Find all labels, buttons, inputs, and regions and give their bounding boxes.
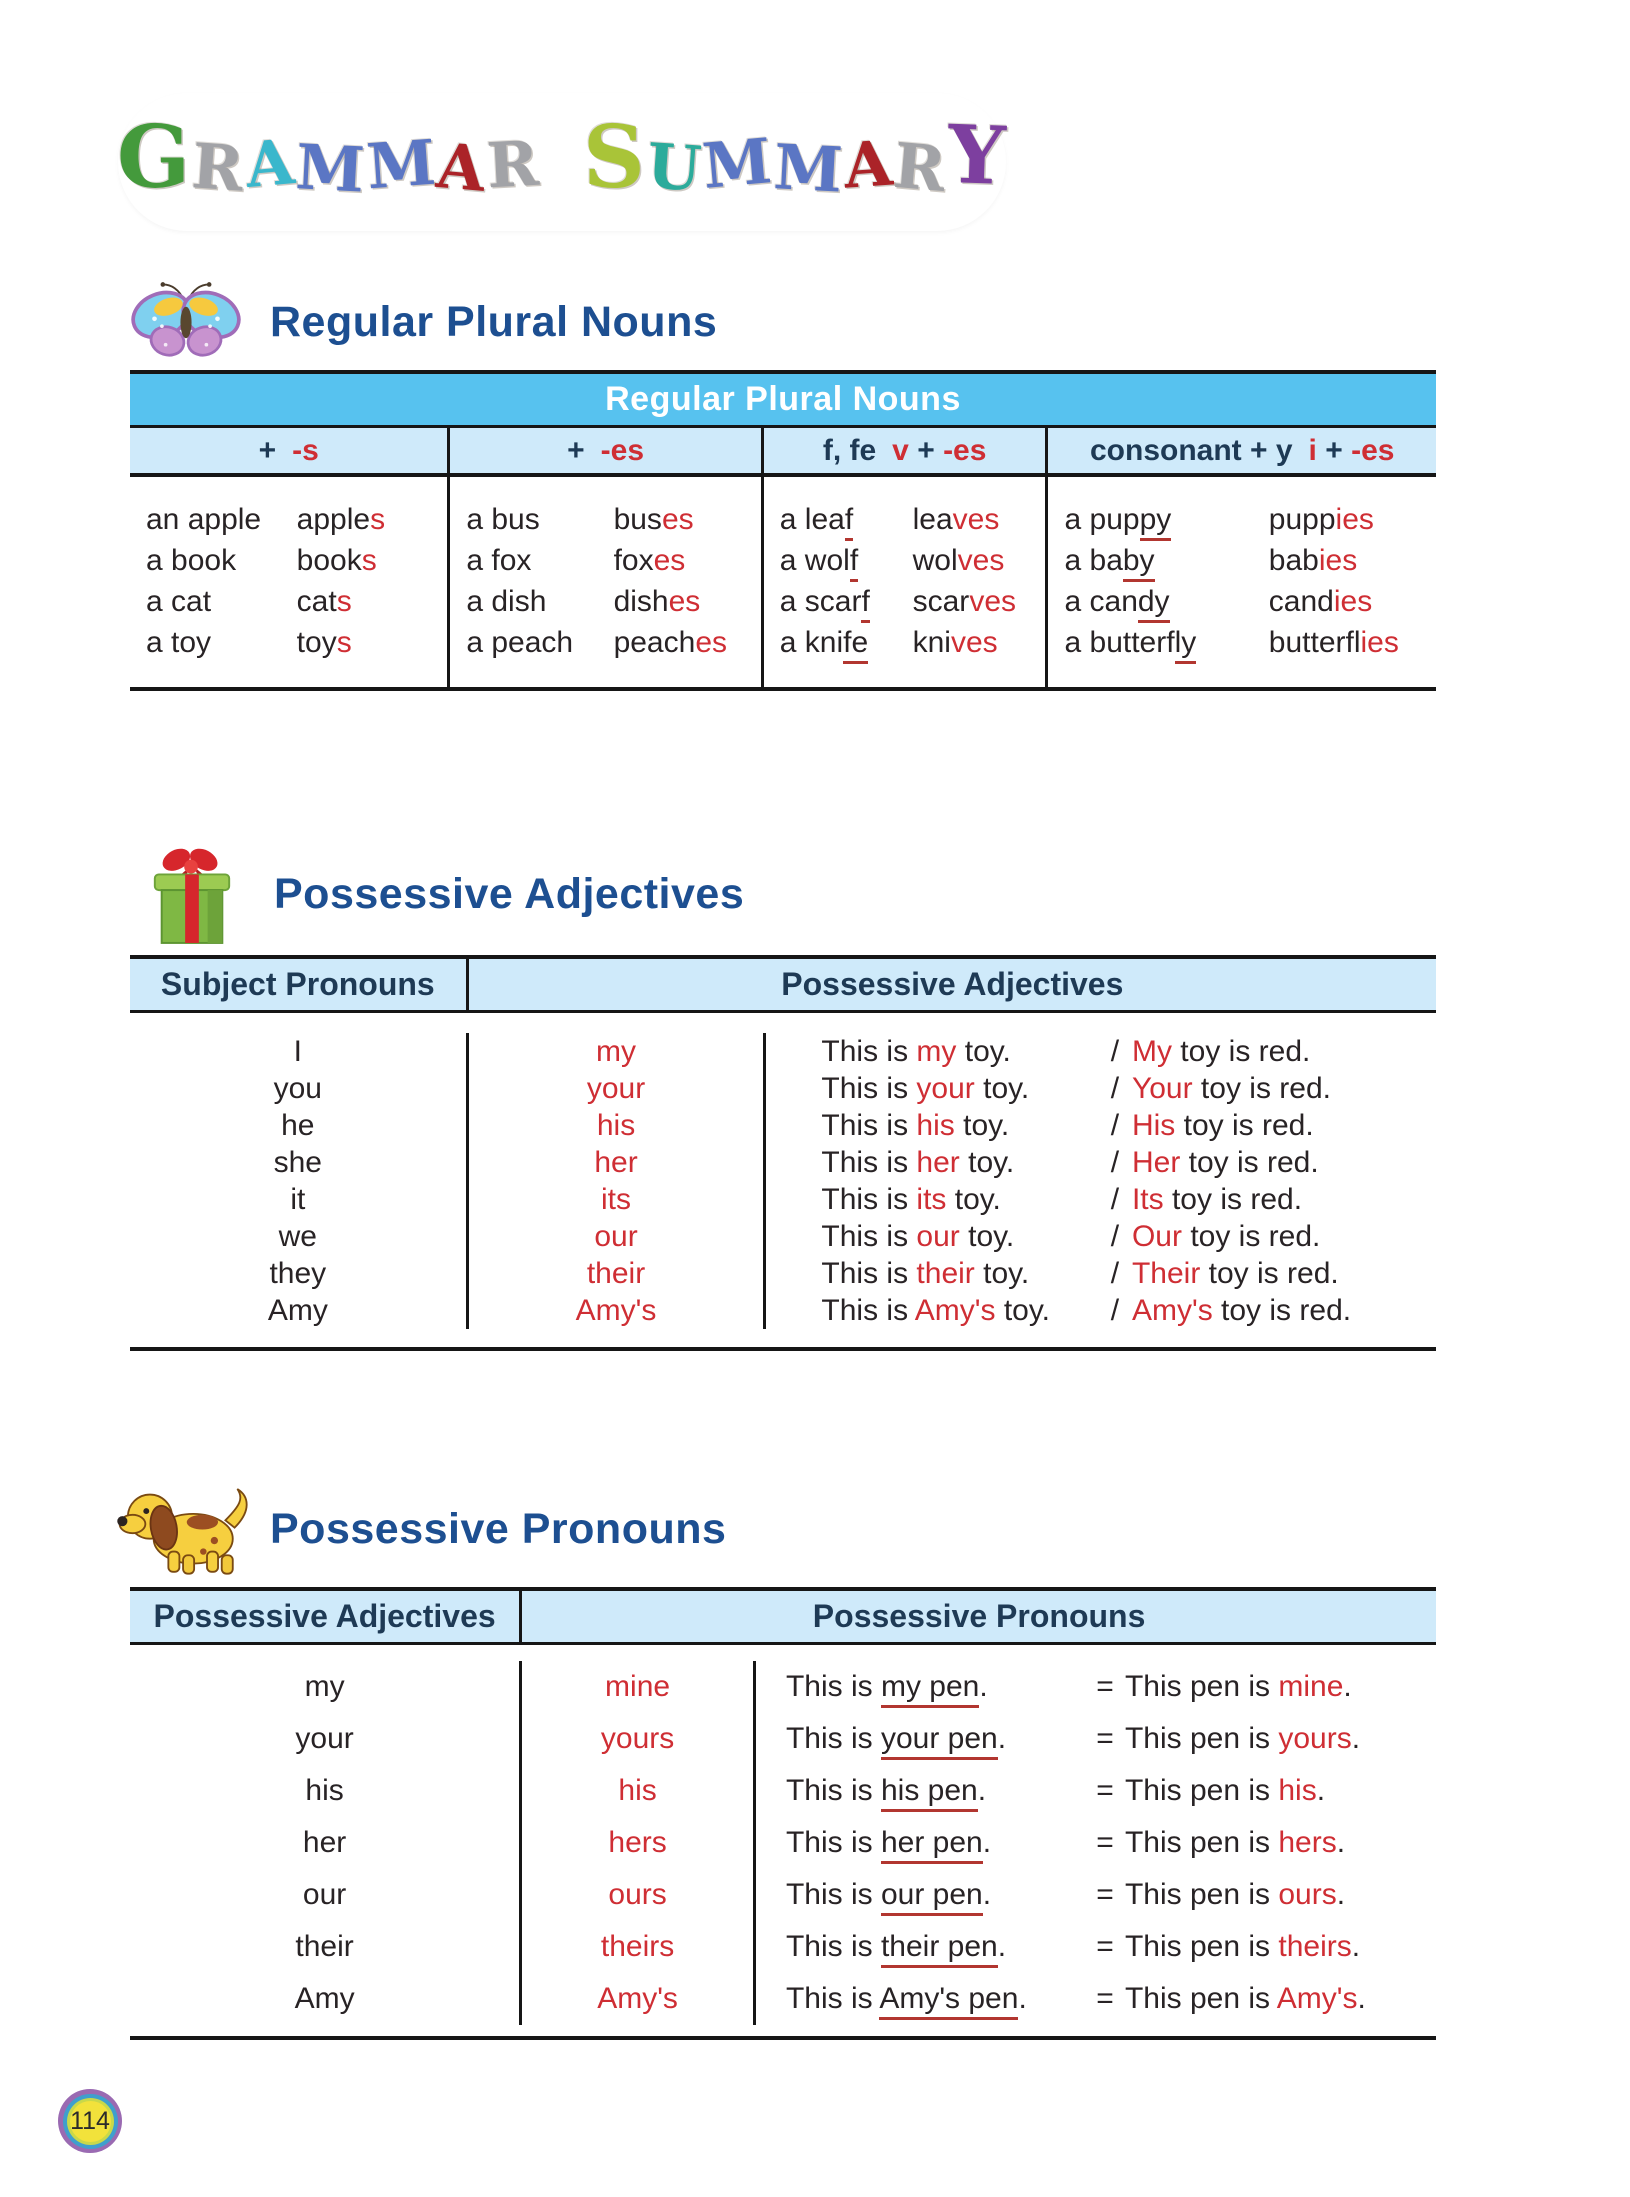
example-sentence: This pen is yours. (1124, 1722, 1361, 1755)
plural-noun: toys (296, 626, 352, 659)
example-sentence: This is my toy. (821, 1035, 1011, 1068)
example-sentence: Its toy is red. (1131, 1183, 1303, 1216)
example-sentence: This is our toy. (821, 1220, 1015, 1253)
pronoun-cell: I (293, 1035, 302, 1068)
pronoun-cell: her (302, 1826, 347, 1859)
table-column-headers (130, 428, 1436, 477)
table-column-headers (130, 955, 1436, 1013)
example-sentence: This is her pen. (786, 1817, 1085, 1869)
example-row (821, 1107, 1436, 1144)
singular-noun: a peach (466, 626, 574, 659)
butterfly-icon (130, 278, 242, 366)
example-row (821, 1255, 1436, 1292)
example-sentences-column (753, 1661, 1436, 2025)
example-sentence: This is their pen. (786, 1921, 1085, 1973)
possessive-cell: our (594, 1220, 638, 1253)
column-header: Subject Pronouns (160, 966, 435, 1002)
singular-noun: a puppy (1064, 499, 1268, 540)
example-row (786, 1921, 1436, 1973)
example-row (821, 1218, 1436, 1255)
example-sentence: This is her toy. (821, 1146, 1015, 1179)
example-sentences-column (763, 1033, 1436, 1329)
pronoun-cell: their (295, 1930, 354, 1963)
column-header: + -es (447, 428, 760, 473)
possessive-cell: his (596, 1109, 636, 1142)
noun-pair (466, 622, 760, 663)
title-letter: M (771, 130, 847, 207)
example-row (821, 1292, 1436, 1329)
plural-noun: books (296, 544, 377, 577)
singular-noun: a baby (1064, 540, 1268, 581)
column-header: f, fe v + -es (761, 428, 1046, 473)
noun-pair (146, 499, 447, 540)
separator: / (1110, 1072, 1120, 1105)
example-sentence: This pen is theirs. (1124, 1930, 1361, 1963)
possessive-pronouns-column (519, 1661, 753, 2025)
table-body (130, 1645, 1436, 2040)
separator: = (1096, 1826, 1114, 1859)
example-sentence: This is his pen. (786, 1765, 1085, 1817)
gift-icon (146, 839, 238, 951)
example-sentence: This pen is Amy's. (1124, 1982, 1366, 2015)
example-sentence: This is his toy. (821, 1109, 1010, 1142)
section-header (130, 838, 1436, 951)
subject-pronouns-column (130, 1033, 466, 1329)
plural-noun: leaves (912, 503, 1000, 536)
noun-pair (780, 499, 1046, 540)
pronoun-cell: Amy (294, 1982, 355, 2015)
title-letter: A (434, 128, 491, 207)
singular-noun: a butterfly (1064, 622, 1268, 663)
badge-ring (63, 2094, 118, 2149)
singular-noun: a bus (466, 503, 540, 536)
plural-noun: wolves (912, 544, 1005, 577)
noun-pair (146, 622, 447, 663)
example-sentence: This is their toy. (821, 1257, 1030, 1290)
possessive-adjectives-column (466, 1033, 764, 1329)
possessive-cell: my (596, 1035, 637, 1068)
table-column-headers (130, 1587, 1436, 1645)
title-letter: S (582, 107, 648, 208)
section-possessive-adjectives (130, 838, 1436, 1351)
separator: = (1096, 1670, 1114, 1703)
example-row (821, 1181, 1436, 1218)
table-body (130, 1013, 1436, 1351)
column-header: + -s (258, 433, 319, 467)
pronoun-cell: they (269, 1257, 327, 1290)
example-row (786, 1869, 1436, 1921)
possessive-cell: Amy's (597, 1982, 678, 2015)
noun-pair (1064, 622, 1435, 663)
noun-pair (1064, 499, 1435, 540)
example-sentence: This is our pen. (786, 1869, 1085, 1921)
possessive-cell: theirs (600, 1930, 675, 1963)
page-number-badge (58, 2089, 122, 2153)
noun-pair (466, 581, 760, 622)
singular-noun: a knife (780, 622, 913, 663)
plural-noun: peaches (613, 626, 727, 659)
singular-noun: a cat (146, 585, 212, 618)
plural-noun: knives (912, 626, 998, 659)
example-sentence: Amy's toy is red. (1131, 1294, 1352, 1327)
example-row (786, 1973, 1436, 2025)
title-letter: A (242, 124, 299, 203)
possessive-cell: ours (608, 1878, 667, 1911)
column-header: Possessive Pronouns (519, 1591, 1436, 1642)
possessive-cell: his (618, 1774, 657, 1807)
pronoun-cell: Amy (267, 1294, 328, 1327)
noun-pair (146, 581, 447, 622)
possessive-pronouns-table (130, 1587, 1436, 2040)
separator: / (1110, 1294, 1120, 1327)
badge-ring (67, 2098, 114, 2145)
possessive-cell: your (586, 1072, 646, 1105)
title-letter: R (485, 126, 543, 203)
table-banner: Regular Plural Nouns (130, 370, 1436, 428)
section-regular-plural-nouns (130, 278, 1436, 691)
example-sentence: This pen is his. (1124, 1774, 1326, 1807)
example-sentence: This is its toy. (821, 1183, 1001, 1216)
example-row (786, 1817, 1436, 1869)
separator: = (1096, 1774, 1114, 1807)
example-sentence: This is your toy. (821, 1072, 1030, 1105)
singular-noun: a dish (466, 585, 547, 618)
pronoun-cell: his (305, 1774, 344, 1807)
pronoun-cell: she (273, 1146, 322, 1179)
page-number: 114 (70, 2101, 111, 2142)
singular-noun: a scarf (780, 581, 913, 622)
page-title-summary (582, 106, 1009, 208)
example-sentence: This is Amy's pen. (786, 1973, 1085, 2025)
separator: / (1110, 1035, 1120, 1068)
plural-noun: foxes (613, 544, 686, 577)
plural-noun: babies (1268, 544, 1358, 577)
possessive-cell: her (594, 1146, 638, 1179)
column-header: consonant + y i + -es (1045, 428, 1435, 473)
title-letter: A (841, 126, 897, 203)
example-sentence: His toy is red. (1131, 1109, 1314, 1142)
noun-pair (466, 499, 760, 540)
section-header (130, 278, 1436, 366)
plural-noun: puppies (1268, 503, 1374, 536)
possessive-cell: their (586, 1257, 646, 1290)
example-sentence: Her toy is red. (1131, 1146, 1319, 1179)
noun-pair (780, 622, 1046, 663)
title-letter: Y (946, 106, 1009, 204)
example-row (786, 1661, 1436, 1713)
table-body (130, 477, 1436, 691)
singular-noun: a fox (466, 544, 532, 577)
pronoun-cell: he (281, 1109, 315, 1142)
noun-pair (780, 581, 1046, 622)
title-letter: G (116, 107, 193, 208)
example-sentence: This is Amy's toy. (821, 1294, 1050, 1327)
title-letter: M (699, 124, 777, 203)
example-sentence: This is your pen. (786, 1713, 1085, 1765)
plural-rule-column (761, 477, 1046, 687)
example-sentence: This pen is hers. (1124, 1826, 1346, 1859)
section-header (130, 1475, 1436, 1583)
noun-pair (466, 540, 760, 581)
example-sentence: Our toy is red. (1131, 1220, 1321, 1253)
example-sentence: This pen is mine. (1124, 1670, 1352, 1703)
separator: = (1096, 1982, 1114, 2015)
title-letter: U (644, 129, 706, 206)
singular-noun: a toy (146, 626, 212, 659)
pronoun-cell: we (278, 1220, 317, 1253)
plural-noun: candies (1268, 585, 1373, 618)
plural-noun: butterflies (1268, 626, 1399, 659)
possessive-adjectives-column (130, 1661, 519, 2025)
section-heading: Possessive Pronouns (270, 1504, 727, 1553)
section-heading: Regular Plural Nouns (270, 297, 718, 346)
separator: = (1096, 1722, 1114, 1755)
example-sentence: Their toy is red. (1131, 1257, 1339, 1290)
example-row (821, 1144, 1436, 1181)
plural-noun: apples (296, 503, 386, 536)
separator: / (1110, 1220, 1120, 1253)
title-letter: R (189, 129, 249, 206)
pronoun-cell: it (290, 1183, 306, 1216)
noun-pair (1064, 540, 1435, 581)
column-header: Possessive Adjectives (466, 959, 1436, 1010)
singular-noun: a wolf (780, 540, 913, 581)
pronoun-cell: you (273, 1072, 322, 1105)
regular-plural-nouns-table (130, 370, 1436, 691)
section-heading: Possessive Adjectives (274, 870, 745, 918)
section-possessive-pronouns (130, 1475, 1436, 2040)
dog-icon (114, 1483, 254, 1576)
plural-noun: cats (296, 585, 352, 618)
example-row (786, 1713, 1436, 1765)
singular-noun: a leaf (780, 499, 913, 540)
plural-rule-column (130, 477, 447, 687)
singular-noun: an apple (146, 503, 262, 536)
separator: = (1096, 1930, 1114, 1963)
pronoun-cell: my (304, 1670, 345, 1703)
plural-noun: buses (613, 503, 694, 536)
separator: / (1110, 1183, 1120, 1216)
pronoun-cell: our (302, 1878, 347, 1911)
possessive-cell: its (601, 1183, 632, 1216)
plural-noun: scarves (912, 585, 1016, 618)
noun-pair (1064, 581, 1435, 622)
title-letter: R (891, 128, 951, 207)
column-header: Possessive Adjectives (153, 1598, 496, 1634)
separator: / (1110, 1109, 1120, 1142)
plural-rule-column (1045, 477, 1435, 687)
example-row (821, 1070, 1436, 1107)
example-row (786, 1765, 1436, 1817)
noun-pair (146, 540, 447, 581)
pronoun-cell: your (295, 1722, 354, 1755)
singular-noun: a candy (1064, 581, 1268, 622)
title-letter: M (293, 130, 369, 207)
separator: / (1110, 1146, 1120, 1179)
separator: / (1110, 1257, 1120, 1290)
possessive-adjectives-table (130, 955, 1436, 1351)
title-banner (116, 93, 1009, 231)
example-sentence: My toy is red. (1131, 1035, 1311, 1068)
example-row (821, 1033, 1436, 1070)
plural-noun: dishes (613, 585, 701, 618)
plural-rule-column (447, 477, 760, 687)
example-sentence: Your toy is red. (1131, 1072, 1331, 1105)
singular-noun: a book (146, 544, 237, 577)
example-sentence: This pen is ours. (1124, 1878, 1346, 1911)
example-sentence: This is my pen. (786, 1661, 1085, 1713)
separator: = (1096, 1878, 1114, 1911)
possessive-cell: Amy's (575, 1294, 657, 1327)
possessive-cell: yours (600, 1722, 675, 1755)
noun-pair (780, 540, 1046, 581)
possessive-cell: hers (608, 1826, 667, 1859)
possessive-cell: mine (605, 1670, 671, 1703)
page-title-grammar (116, 107, 543, 208)
title-letter: M (364, 125, 440, 204)
